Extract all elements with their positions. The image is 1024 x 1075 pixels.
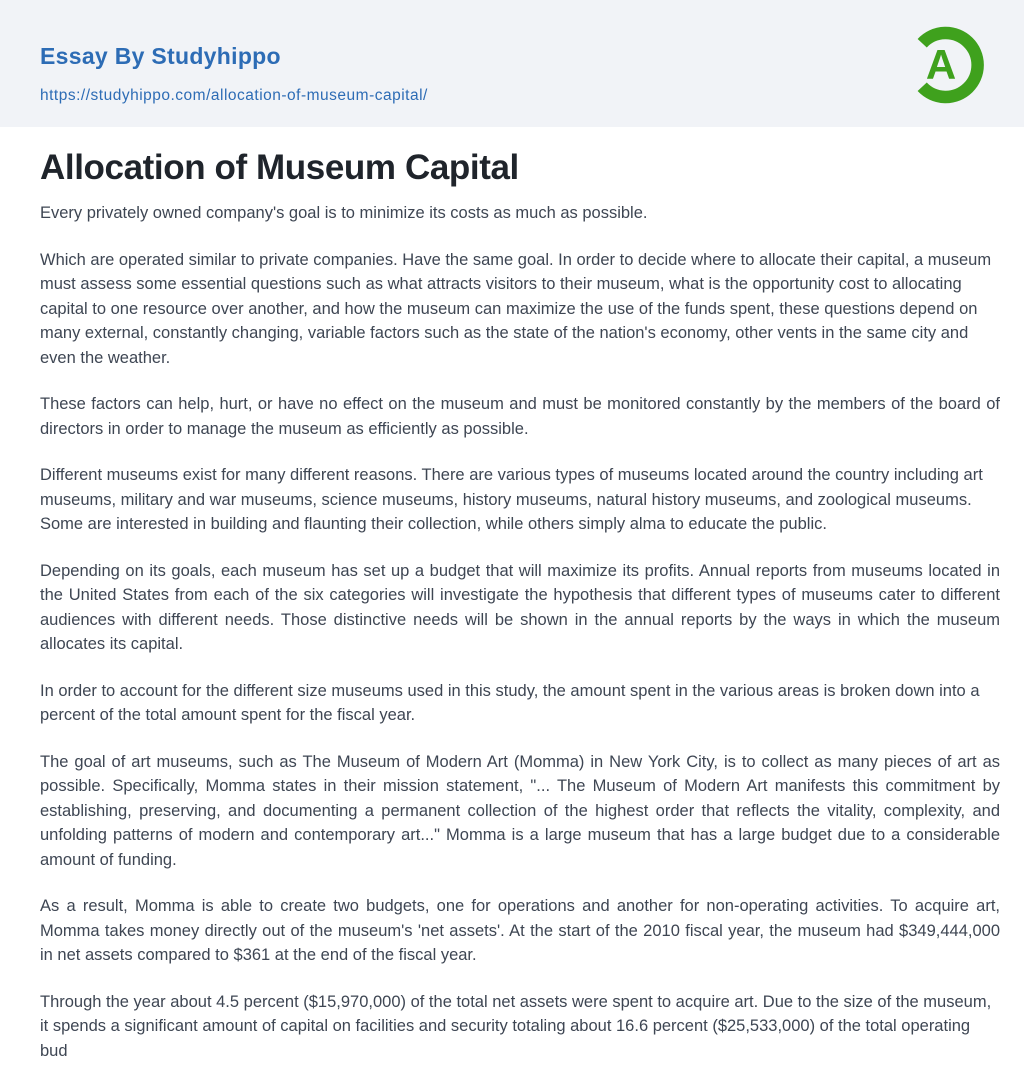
article-paragraph: Which are operated similar to private companies. Have the same goal. In order to decide where to allocate their capital, a museum must assess some essential questions such as what attracts visitors to their museum, what is the opportunity cost to allocating capital to one resource over another, and how the museum can maximize the use of the funds spent, these questions depend on many external, constantly changing, variable factors such as the state of the nation's economy, other vents in the same city and even the weather. — [40, 250, 992, 367]
article-paragraph: Every privately owned company's goal is to minimize its costs as much as possible. — [40, 204, 648, 222]
article-paragraph: As a result, Momma is able to create two budgets, one for operations and another for non-operating activities. To acquire art, Momma takes money directly out of the museum's 'net assets'. At the start of the 2010 fiscal year, the museum had $349,444,000 in net assets compared to $361 at the end of the fiscal year. — [40, 897, 1000, 964]
source-url-link[interactable]: https://studyhippo.com/allocation-of-museum-capital/ — [40, 87, 428, 104]
page-title: Allocation of Museum Capital — [40, 148, 519, 187]
site-title: Essay By Studyhippo — [40, 43, 281, 69]
article-paragraph: Depending on its goals, each museum has set up a budget that will maximize its profits. Annual reports from museums located in the United States from each of the six categories will investigate the hypothesis that different types of museums cater to different audiences with different needs. Those distinctive needs will be shown in the annual reports by the ways in which the museum allocates its capital. — [40, 561, 1000, 653]
article-paragraph: Through the year about 4.5 percent ($15,970,000) of the total net assets were spent to acquire art. Due to the size of the museum, it spends a significant amount of capital on facilities and security totaling about 16.6 percent ($25,533,000) of the total operating bud — [40, 992, 992, 1060]
article-paragraph: In order to account for the different size museums used in this study, the amount spent in the various areas is broken down into a percent of the total amount spent for the fiscal year. — [40, 681, 980, 724]
article-paragraph: Different museums exist for many different reasons. There are various types of museums located around the country including art museums, military and war museums, science museums, history museums, natural history museums, and zoological museums. Some are interested in building and flaunting their collection, while others simply alma to educate the public. — [40, 466, 983, 533]
logo-arc-icon — [908, 26, 986, 104]
article-paragraph: These factors can help, hurt, or have no effect on the museum and must be monitored constantly by the members of the board of directors in order to manage the museum as efficiently as possible. — [40, 395, 1000, 438]
article-body — [0, 127, 1024, 1063]
article-paragraphs — [40, 201, 1000, 1063]
article-paragraph: The goal of art museums, such as The Museum of Modern Art (Momma) in New York City, is to collect as many pieces of art as possible. Specifically, Momma states in their mission statement, "... The Museum of Modern Art manifests this commitment by establishing, preserving, and documenting a permanent collection of the highest order that reflects the vitality, complexity, and unfolding patterns of modern and contemporary art..." Momma is a large museum that has a large budget due to a considerable amount of funding. — [40, 752, 1000, 869]
studyhippo-logo-icon — [908, 26, 986, 104]
header-text-block — [0, 0, 1024, 105]
page-header — [0, 0, 1024, 127]
logo-letter: A — [925, 41, 957, 88]
